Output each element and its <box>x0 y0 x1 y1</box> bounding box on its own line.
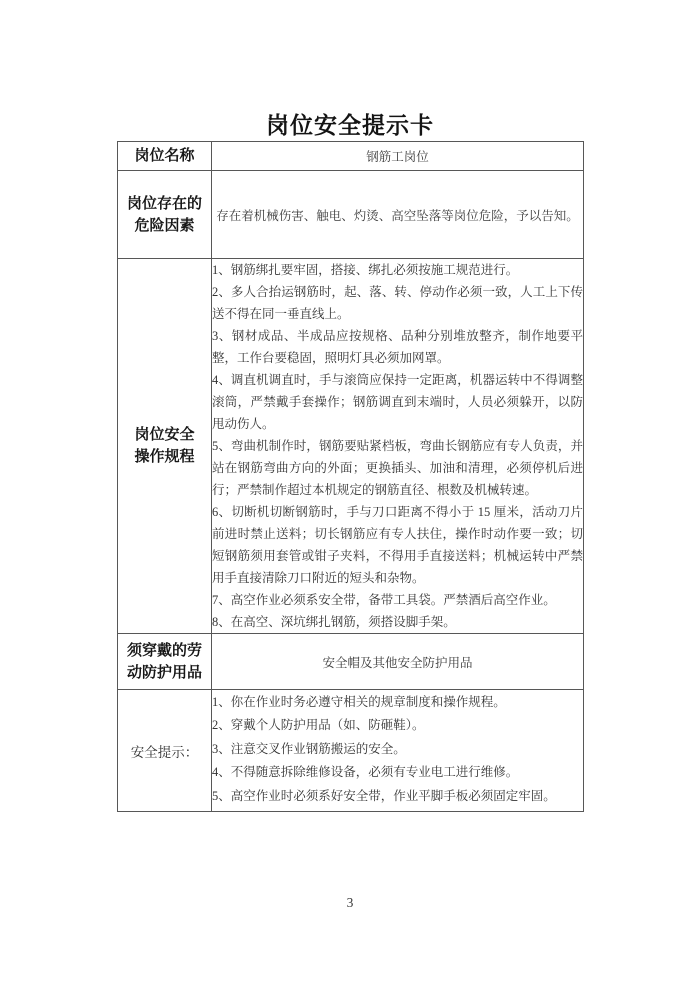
page-title: 岗位安全提示卡 <box>266 112 434 138</box>
table-row-job-name <box>118 142 584 171</box>
procedure-item: 2、多人合抬运钢筋时，起、落、转、停动作必须一致，人工上下传送不得在同一垂直线上。 <box>212 285 583 321</box>
table-row-hazards <box>118 171 584 259</box>
table-row-procedures <box>118 259 584 634</box>
safety-tip-item: 4、不得随意拆除维修设备，必须有专业电工进行维修。 <box>212 765 519 780</box>
table-row-ppe <box>118 634 584 690</box>
row-label-hazards <box>118 171 212 259</box>
procedure-item: 3、钢材成品、半成品应按规格、品种分别堆放整齐，制作地要平整，工作台要稳固，照明灯具必须加网罩。 <box>212 329 583 365</box>
safety-card-table <box>117 141 584 812</box>
procedure-item: 5、弯曲机制作时，钢筋要贴紧档板，弯曲长钢筋应有专人负责，并站在钢筋弯曲方向的外面；更换插头、加油和清理，必须停机后进行；严禁制作超过本机规定的钢筋直径、根数及机械转速。 <box>212 439 583 497</box>
row-label-text: 须穿戴的劳 <box>126 641 202 659</box>
row-label-text: 岗位名称 <box>134 147 195 165</box>
row-label-text: 动防护用品 <box>126 663 202 681</box>
safety-tip-item: 3、注意交叉作业钢筋搬运的安全。 <box>212 741 406 756</box>
procedure-item: 7、高空作业必须系安全带，备带工具袋。严禁酒后高空作业。 <box>212 593 556 607</box>
procedures-list <box>212 259 584 634</box>
procedure-item: 4、调直机调直时，手与滚筒应保持一定距离，机器运转中不得调整滚筒，严禁戴手套操作；钢筋调直到末端时，人员必须躲开，以防甩动伤人。 <box>212 373 583 431</box>
row-label-text: 操作规程 <box>134 448 195 465</box>
safety-tips-list <box>212 690 584 812</box>
page-number: 3 <box>346 895 354 910</box>
procedure-item: 1、钢筋绑扎要牢固，搭接、绑扎必须按施工规范进行。 <box>212 263 519 277</box>
safety-tip-item: 1、你在作业时务必遵守相关的规章制度和操作规程。 <box>212 694 506 709</box>
row-label-procedures <box>118 259 212 634</box>
safety-tip-item: 5、高空作业时必须系好安全带，作业平脚手板必须固定牢固。 <box>212 788 556 803</box>
row-label-job-name <box>118 142 212 171</box>
safety-tip-item: 2、穿戴个人防护用品（如、防砸鞋）。 <box>212 718 425 733</box>
hazards-value: 存在着机械伤害、触电、灼烫、高空坠落等岗位危险，予以告知。 <box>212 171 584 259</box>
row-label-ppe <box>118 634 212 690</box>
row-label-text: 岗位存在的 <box>126 194 202 212</box>
ppe-value: 安全帽及其他安全防护用品 <box>212 634 584 690</box>
row-label-text: 危险因素 <box>134 216 195 234</box>
job-name-value: 钢筋工岗位 <box>212 142 584 171</box>
row-label-text: 岗位安全 <box>134 426 195 444</box>
row-label-text: 安全提示： <box>130 744 199 760</box>
row-label-safety-tips <box>118 690 212 812</box>
procedure-item: 8、在高空、深坑绑扎钢筋，须搭设脚手架。 <box>212 615 456 629</box>
table-row-safety-tips <box>118 690 584 812</box>
procedure-item: 6、切断机切断钢筋时，手与刀口距离不得小于 15 厘米，活动刀片前进时禁止送料；切长钢筋应有专人扶住，操作时动作要一致；切短钢筋须用套管或钳子夹料，不得用手直接送料；机械运转中严禁用手直接清除刀口附近的短头和杂物。 <box>212 505 583 585</box>
